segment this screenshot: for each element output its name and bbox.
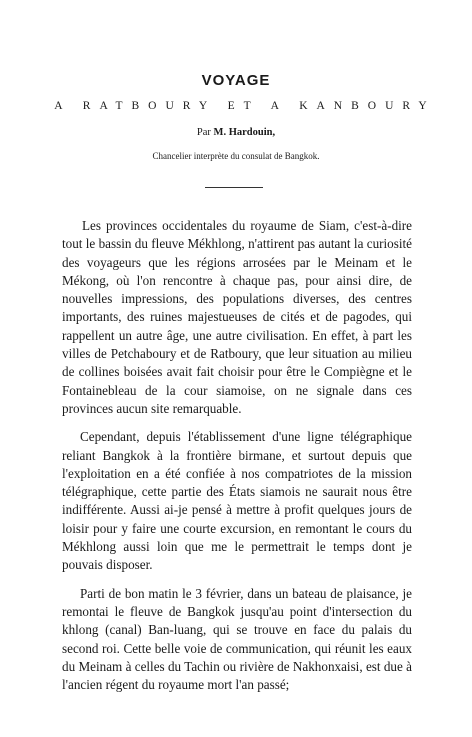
paragraph: Les provinces occidentales du royaume de Siam, c'est-à-dire tout le bassin du fleuve Mékhlong, n'attirent pas autant la curiosité des voyageurs que les régions arrosées par le Meinam et le Mékong, où l'on rencontre à chaque pas, pour ainsi dire, de nouvelles impressions, des populations diverses, des centres importants, des ruines majestueuses de cités et de pagodes, qui rappellent un autre âge, une autre civilisation. En effet, à part les villes de Petchaboury et de Ratboury, que leur situation au milieu de collines boisées avait fait choisir pour être le Compiègne et le Fontainebleau de la cour siamoise, on ne signale dans ces provinces aucun site remarquable. <box>62 218 412 416</box>
section-divider <box>205 187 263 189</box>
paragraph: Cependant, depuis l'établissement d'une ligne télégraphique reliant Bangkok à la frontière birmane, et surtout depuis que l'exploitation en a été confiée à nos compatriotes de la mission télégraphique, cette partie des États siamois ne saurait nous être indifférente. Aussi ai-je pensé à mettre à profit quelques jours de loisir pour y faire une courte excursion, en remontant le cours du Mékhlong aussi loin que me le permettrait le temps dont je pouvais disposer. <box>62 429 412 573</box>
article-title: VOYAGE <box>201 72 271 89</box>
paragraph: Parti de bon matin le 3 février, dans un bateau de plaisance, je remontai le fleuve de Bangkok jusqu'au point d'intersection du khlong (canal) Ban-luang, qui se trouve en face du palais du second roi. Cette belle voie de communication, qui réunit les eaux du Meinam à celles du Tachin ou rivière de Nakhonxaisi, est due à l'ancien régent du royaume mort l'an passé; <box>62 585 412 693</box>
author-prefix: Par <box>196 127 211 138</box>
article-subtitle: A RATBOURY ET A KANBOURY <box>54 100 436 112</box>
article-body <box>62 217 412 704</box>
author-role: Chancelier interprète du consulat de Bangkok. <box>152 151 320 161</box>
author-line <box>0 127 472 138</box>
author-name: M. Hardouin, <box>213 127 276 138</box>
